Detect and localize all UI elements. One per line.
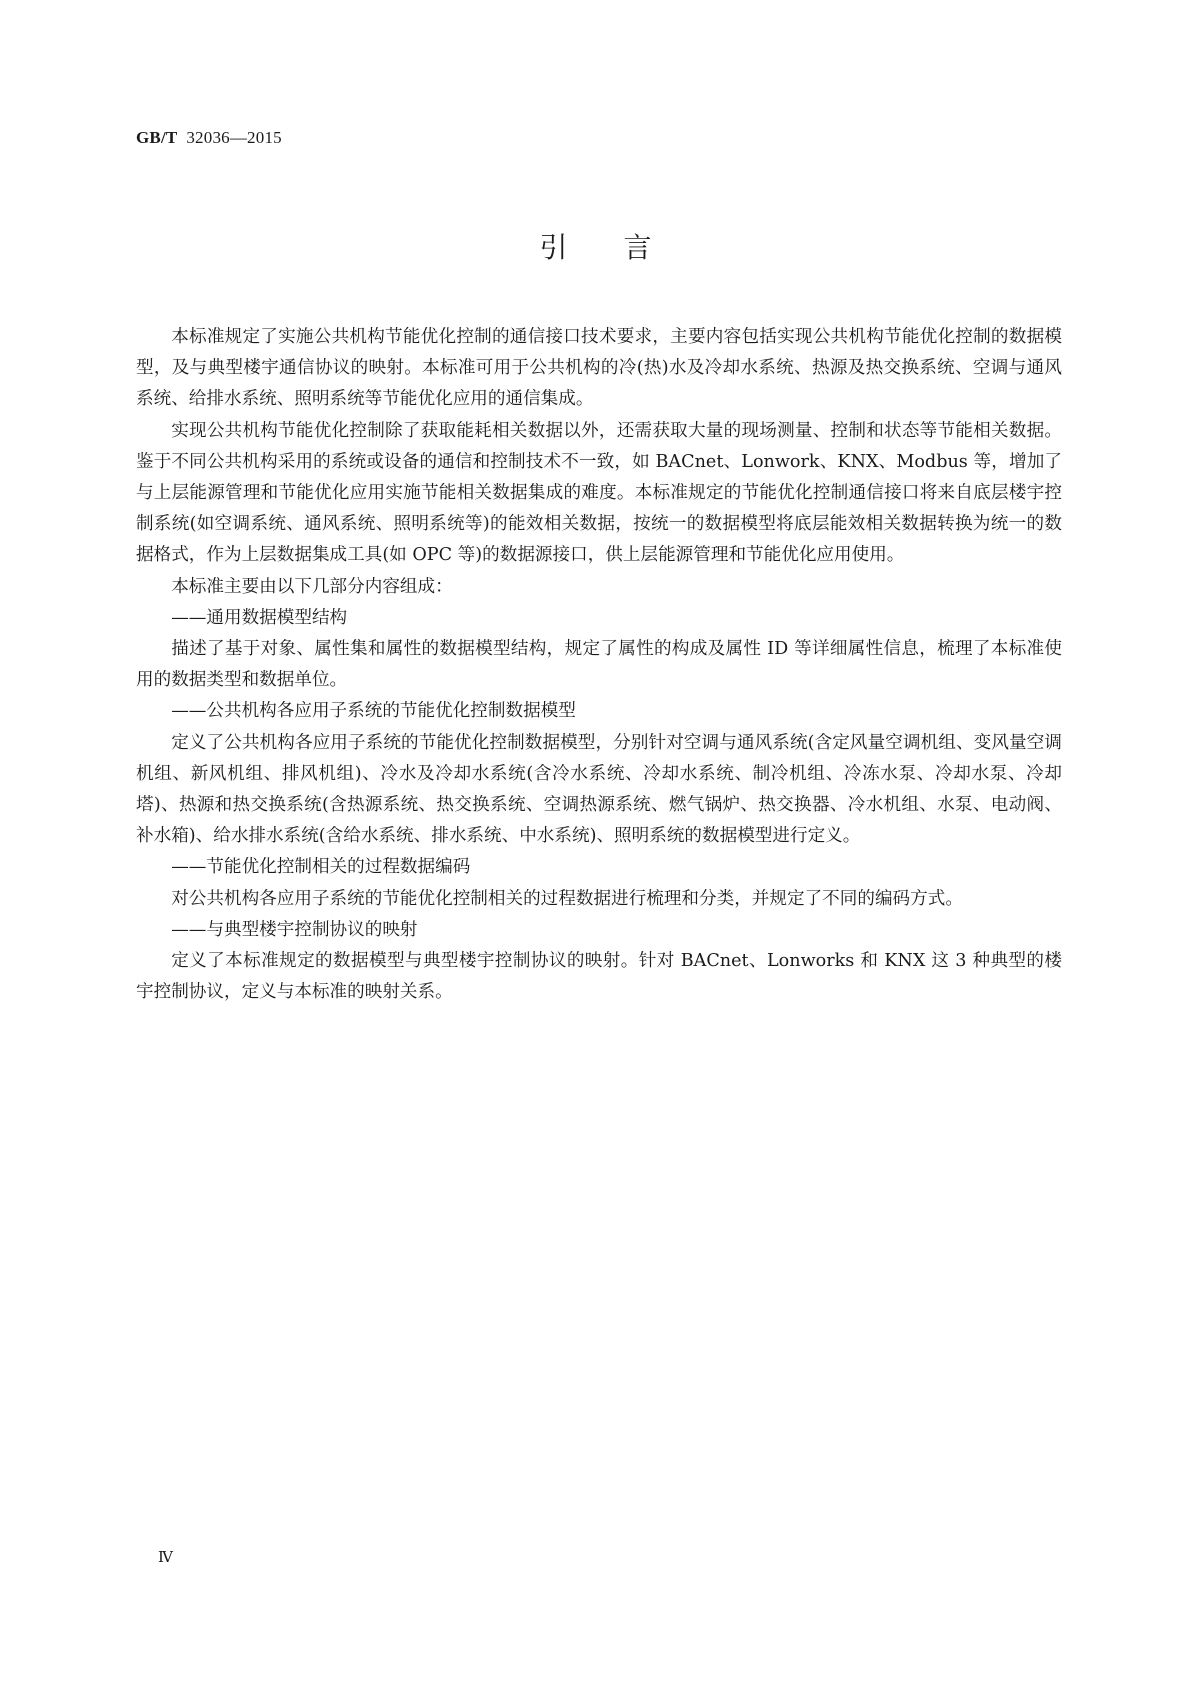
- list-item-heading: ——与典型楼宇控制协议的映射: [171, 919, 418, 940]
- list-item-description: 定义了本标准规定的数据模型与典型楼宇控制协议的映射。针对 BACnet、Lonworks 和 KNX 这 3 种典型的楼宇控制协议，定义与本标准的映射关系。: [136, 951, 1062, 1003]
- list-item-heading: ——节能优化控制相关的过程数据编码: [171, 857, 471, 878]
- list-item-description: 定义了公共机构各应用子系统的节能优化控制数据模型，分别针对空调与通风系统(含定风量空调机组、变风量空调机组、新风机组、排风机组)、冷水及冷却水系统(含冷水系统、冷却水系统、制冷机组、冷冻水泵、冷却水泵、冷却塔)、热源和热交换系统(含热源系统、热交换系统、空调热源系统、燃气锅炉、热交换器、冷水机组、水泵、电动阀、补水箱)、给水排水系统(含给水系统、排水系统、中水系统)、照明系统的数据模型进行定义。: [136, 732, 1062, 847]
- list-item-heading: ——通用数据模型结构: [171, 607, 348, 628]
- paragraph-composition-intro: 本标准主要由以下几部分内容组成：: [171, 576, 453, 597]
- paragraph-background: 实现公共机构节能优化控制除了获取能耗相关数据以外，还需获取大量的现场测量、控制和状态等节能相关数据。鉴于不同公共机构采用的系统或设备的通信和控制技术不一致，如 BACnet、Lonwork、KNX、Modbus 等，增加了与上层能源管理和节能优化应用实施节能相关数据集成的难度。本标准规定的节能优化控制通信接口将来自底层楼宇控制系统(如空调系统、通风系统、照明系统等)的能效相关数据，按统一的数据模型将底层能效相关数据转换为统一的数据格式，作为上层数据集成工具(如 OPC 等)的数据源接口，供上层能源管理和节能优化应用使用。: [136, 420, 1062, 566]
- list-item-description: 描述了基于对象、属性集和属性的数据模型结构，规定了属性的构成及属性 ID 等详细属性信息，梳理了本标准使用的数据类型和数据单位。: [136, 639, 1062, 691]
- page-number: Ⅳ: [158, 1550, 173, 1566]
- list-item-description: 对公共机构各应用子系统的节能优化控制相关的过程数据进行梳理和分类，并规定了不同的编码方式。: [171, 888, 963, 909]
- page-title: 引言: [539, 231, 708, 264]
- paragraph-scope: 本标准规定了实施公共机构节能优化控制的通信接口技术要求，主要内容包括实现公共机构节能优化控制的数据模型，及与典型楼宇通信协议的映射。本标准可用于公共机构的冷(热)水及冷却水系统、热源及热交换系统、空调与通风系统、给排水系统、照明系统等节能优化应用的通信集成。: [136, 327, 1062, 410]
- standard-number: 32036—2015: [186, 128, 282, 147]
- document-body: [136, 322, 1062, 1008]
- standard-identifier: [136, 128, 282, 148]
- list-item-heading: ——公共机构各应用子系统的节能优化控制数据模型: [171, 701, 576, 722]
- standard-prefix: GB/T: [136, 128, 178, 147]
